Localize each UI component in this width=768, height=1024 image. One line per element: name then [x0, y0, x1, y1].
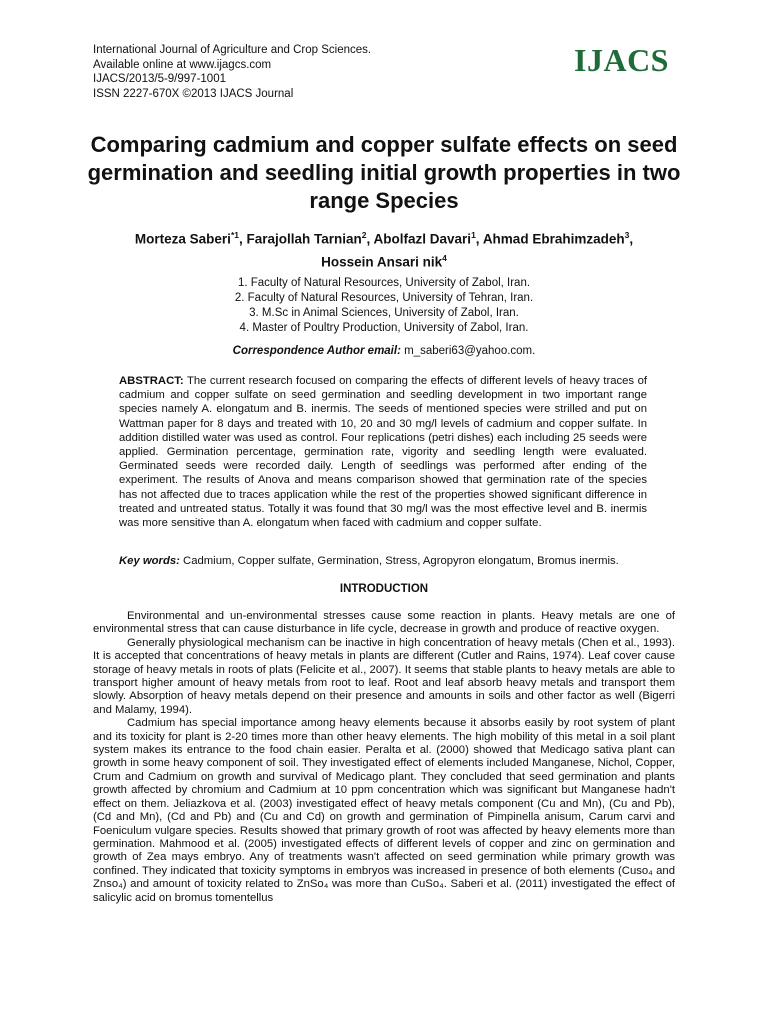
author-name: Farajollah Tarnian — [246, 231, 362, 247]
author-name: Hossein Ansari nik — [321, 254, 443, 269]
journal-header — [93, 43, 371, 101]
author-affiliation-marker: 3 — [624, 230, 630, 240]
body-paragraph: Environmental and un-environmental stresses cause some reaction in plants. Heavy metals are one of environmental stress that can cause disturbance in life cycle, decrease in growth and produce of reactive oxygen. — [93, 610, 675, 636]
correspondence-label: Correspondence Author email: — [232, 345, 401, 357]
author-separator: , — [366, 231, 374, 247]
section-heading-introduction: INTRODUCTION — [339, 583, 429, 595]
author-affiliation-marker: 4 — [442, 252, 447, 263]
keywords-text: Cadmium, Copper sulfate, Germination, Stress, Agropyron elongatum, Bromus inermis. — [183, 555, 619, 567]
abstract — [119, 374, 647, 530]
correspondence — [70, 345, 698, 357]
author-separator: , — [238, 231, 247, 247]
body-paragraph: Cadmium has special importance among heavy elements because it absorbs easily by root system of plant and its toxicity for plant is 2-20 times more than other heavy elements. The high mobility of this metal in a soil plant system makes its entrance to the food chain easier. Peralta et al. (2000) showed that Medicago sativa plant can growth in some heavy component of soil. They investigated effect of elements included Manganese, Nichol, Copper, Crum and Cadmium on growth and survival of Medicago plant. They concluded that seed germination and plants growth affected by chromium and Cadmium at 10 ppm concentration which was significant but Manganese hadn't effect on them. Jeliazkova et al. (2003) investigated effect of heavy metals component (Cu and Mn), (Cu and Pb), (Cd and Mn), (Cd and Pb) and (Cu and Cd) on growth and germination of Pimpinella anisum, Carum carvi and Foeniculum vulgare species. Results showed that primary growth of root was affected by heavy elements more than germination. Mahmood et al. (2005) investigated effects of different levels of copper and zinc on germination and growth of Zea mays embryo. Any of treatments wasn't affected on seed germination while primary growth was confined. They indicated that toxicity symptoms in embryos was increased in presence of both elements (Cuso₄ and Znso₄) and amount of toxicity related to ZnSo₄ was more than CuSo₄. Saberi et al. (2011) investigated the effect of salicylic acid on bromus tomentellus — [93, 717, 675, 904]
affiliation-item: 3. M.Sc in Animal Sciences, University of Zabol, Iran. — [249, 307, 519, 319]
journal-name-line: International Journal of Agriculture and Crop Sciences. — [93, 44, 372, 56]
author-separator: , — [629, 231, 634, 247]
paper-title: Comparing cadmium and copper sulfate effects on seed germination and seedling initial growth properties in two range Species — [87, 132, 681, 213]
journal-id-line: IJACS/2013/5-9/997-1001 — [93, 73, 226, 85]
keywords — [119, 555, 647, 567]
keywords-label: Key words: — [119, 555, 180, 567]
author-affiliation-marker: 2 — [361, 230, 367, 240]
affiliation-item: 1. Faculty of Natural Resources, University of Zabol, Iran. — [237, 277, 531, 289]
correspondence-email[interactable]: m_saberi63@yahoo.com. — [404, 345, 536, 357]
author-name: Morteza Saberi — [134, 231, 231, 247]
journal-issn-line: ISSN 2227-670X ©2013 IJACS Journal — [93, 87, 294, 100]
journal-logo: IJACS — [574, 42, 669, 78]
author-affiliation-marker: 1 — [471, 230, 476, 240]
author-list — [70, 226, 698, 271]
introduction-body — [93, 610, 675, 905]
author-name: Abolfazl Davari — [373, 231, 472, 247]
affiliation-item: 4. Master of Poultry Production, University of Zabol, Iran. — [239, 322, 529, 334]
body-paragraph: Generally physiological mechanism can be inactive in high concentration of heavy metals (Chen et al., 1993). It is accepted that concentrations of heavy metals in plants are different (Cutler and Rains, 1974). Leaf cover cause storage of heavy metals in roots of plats (Felicite et al., 2007). It seems that stable plants to heavy metals are able to transport higher amount of heavy metals from root to leaf. Root and leaf absorb heavy metals and transport them slowly. Absorption of heavy metals depend on their presence and amounts in soils and other factor as well (Bigerri and Malamy, 1994). — [93, 636, 675, 716]
affiliation-list — [70, 276, 698, 336]
author-name: Ahmad Ebrahimzadeh — [482, 231, 625, 247]
journal-website-line: Available online at www.ijagcs.com — [93, 58, 272, 71]
abstract-text: The current research focused on comparing the effects of different levels of heavy traces of cadmium and copper sulfate on seed germination and seedling development in two important range species namely A. elongatum and B. inermis. The seeds of mentioned species were strilled and put on Wattman paper for 8 days and treated with 10, 20 and 30 mg/l levels of cadmium and copper sulfate. In addition distilled water was used as control. Four replications (petri dishes) each including 25 seeds were applied. Germination percentage, germination rate, vigority and seedling length were evaluated. Germinated seeds were recorded daily. Length of seedlings was performed after ending of the experiment. The results of Anova and means comparison showed that germination rate of the species has not affected due to traces application while the rest of the properties showed significant difference in treated and untreated status. Totally it was found that 30 mg/l was the most effective level and B. inermis was more sensitive than A. elongatum when faced with cadmium and copper sulfate. — [119, 375, 648, 530]
author-separator: , — [475, 231, 483, 247]
author-affiliation-marker: *1 — [230, 230, 239, 240]
affiliation-item: 2. Faculty of Natural Resources, University of Tehran, Iran. — [234, 292, 534, 304]
abstract-label: ABSTRACT: — [119, 375, 184, 387]
